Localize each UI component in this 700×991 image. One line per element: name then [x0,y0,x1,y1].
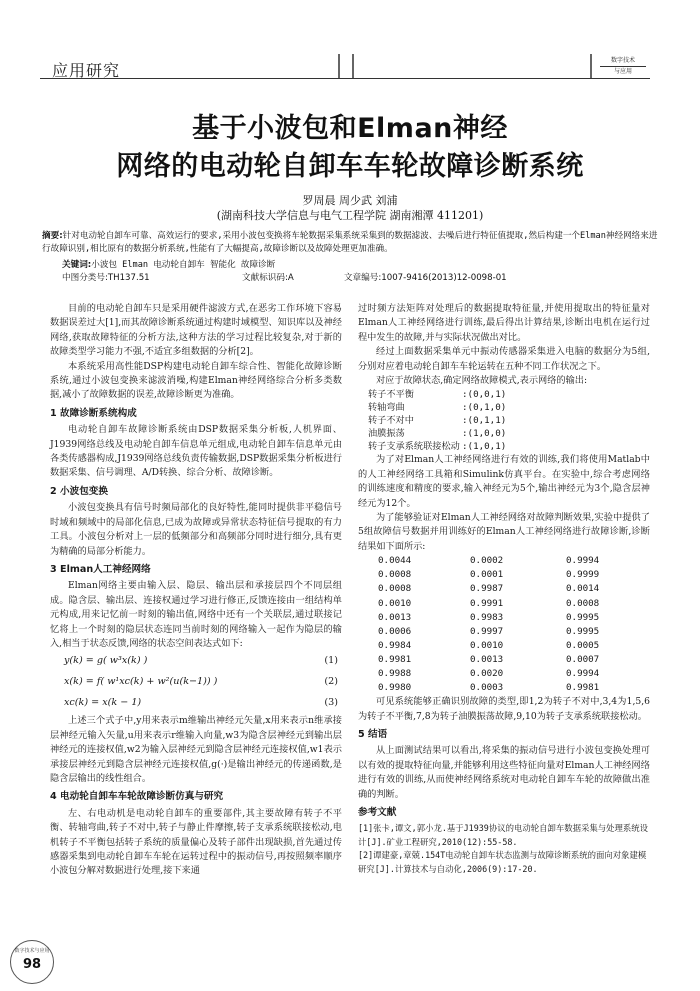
paragraph: 本系统采用高性能DSP构建电动轮自卸车综合性、智能化故障诊断系统,通过小波包变换来滤波消噪,构建Elman神经网络综合分析多类数据,减小了故障数据的误差,故障诊断更为准确。 [50,360,342,401]
result-cell: 0.9981 [378,653,412,665]
header-divider [338,54,340,78]
keywords [62,258,652,270]
left-column [50,302,342,879]
fault-state-row [358,388,650,401]
badge-text: 数字技术与应用 [14,948,50,954]
result-row [358,681,650,695]
equation-body: xc(k) = x(k − 1) [64,697,142,709]
result-cell: 0.0010 [378,597,412,609]
paragraph: 小波包变换具有信号时频局部化的良好特性,能同时提供非平稳信号时域和频域中的局部化信息,已成为故障或异常状态特征信号提取的有力工具。小波包分析对上一层的低频部分和高频部分同时进行细分,具有更为精确的局部分析能力。 [50,502,342,557]
result-cell: 0.9995 [566,625,600,637]
result-row [358,639,650,653]
fault-state-code: :(1,0,0) [462,428,507,440]
result-cell: 0.0013 [378,611,412,623]
result-cell: 0.0008 [378,569,412,581]
paragraph: 过时频方法矩阵对处理后的数据提取特征量,并使用提取出的特征量对Elman人工神经网络进行训练,最后得出计算结果,诊断出电机在运行过程中发生的故障,并与实际状况做出对比。 [358,303,650,343]
section-heading: 3 Elman人工神经网络 [50,563,151,575]
result-cell: 0.0007 [566,653,600,665]
section-heading: 2 小波包变换 [50,485,108,497]
result-cell: 0.0010 [470,639,504,651]
result-row [358,582,650,596]
fault-state-name: 转子不对中 [368,415,414,427]
result-cell: 0.9999 [566,569,600,581]
authors: 罗周晨 周少武 刘浦 [302,194,398,207]
keywords-text: 小波包 Elman 电动轮自卸车 智能化 故障诊断 [91,260,276,270]
logo-line-2: 与应用 [613,68,632,75]
result-row [358,625,650,639]
equation-body: y(k) = g( w³x(k) ) [64,655,148,667]
paragraph: 可见系统能够正确识别故障的类型,即1,2为转子不对中,3,4为1,5,6为转子不平衡,7,8为转子油膜振荡故障,9,10为转子支承系统联接松动。 [358,696,650,722]
clc-number: 中图分类号:TH137.51 [62,273,150,283]
references-heading: 参考文献 [358,807,397,819]
right-column [358,302,650,876]
result-cell: 0.9984 [378,639,412,651]
result-cell: 0.9983 [470,611,504,623]
paragraph: 对应于故障状态,确定网络故障模式,表示网络的输出: [376,375,588,387]
equation-body: x(k) = f( w¹xc(k) + w²(u(k−1)) ) [64,676,218,688]
journal-logo [600,56,646,80]
keywords-label: 关键词: [62,260,92,270]
fault-state-row [358,440,650,453]
paragraph: 左、右电动机是电动轮自卸车的重要部件,其主要故障有转子不平衡、转轴弯曲,转子不对中,转子与静止件摩擦,转子支承系统联接松动,电机转子不平衡包括转子系统的质量偏心及转子部件出现缺损,首先通过传感器采集到电动轮自卸车车轮在运转过程中的振动信号,再按照频率顺序小波包分解对数据进行处理,接下来通 [50,807,342,877]
affiliation: (湖南科技大学信息与电气工程学院 湖南湘潭 411201) [216,209,484,222]
result-cell: 0.9991 [470,597,504,609]
result-cell: 0.9997 [470,625,504,637]
section-heading: 5 结语 [358,729,388,741]
paragraph: 上述三个式子中,y用来表示m维输出神经元矢量,x用来表示n维承接层神经元输入矢量,u用来表示r维输入向量,w3为隐含层神经元到输出层神经元的连接权值,w2为输入层神经元到隐含层神经元连接权值,w1表示承接层神经元到隐含层神经元连接权值,g(·)是输出神经元的传递函数,是隐含层输出的线性组合。 [50,715,342,784]
paragraph: 为了对Elman人工神经网络进行有效的训练,我们将使用Matlab中的人工神经网络工具箱和Simulink仿真平台。在实验中,综合考虑网络的训练速度和精度的要求,输入神经元为5个,输出神经元为3个,隐含层神经元为12个。 [358,454,650,509]
result-cell: 0.0003 [470,682,504,694]
paper-title-line-1: 基于小波包和Elman神经 [192,113,508,144]
result-row [358,554,650,568]
page-number-badge [10,940,54,984]
fault-state-row [358,401,650,414]
result-cell: 0.9980 [378,682,412,694]
result-cell: 0.0001 [470,569,504,581]
result-cell: 0.9987 [470,583,504,595]
result-cell: 0.9994 [566,668,600,680]
equation-number: (3) [324,697,338,709]
header-divider [590,54,592,78]
fault-state-code: :(0,0,1) [462,389,507,401]
paragraph: 目前的电动轮自卸车只是采用硬件滤波方式,在恶劣工作环境下容易数据误差过大[1],而其故障诊断系统通过构建时域模型、知识库以及神经网络,获取故障特征的分析方法,这种方法的学习过程比较复杂,对于新的故障类型学习能力不强,不适宜多组数据的分析[2]。 [50,303,342,358]
fault-state-row [358,414,650,427]
paragraph: 经过上面数据采集单元中振动传感器采集进入电脑的数据分为5组,分别对应着电动轮自卸车车轮运转在五种不同工作状况之下。 [358,346,650,372]
fault-state-name: 转子不平衡 [368,389,414,401]
result-cell: 0.0002 [470,555,504,567]
result-cell: 0.0013 [470,653,504,665]
result-cell: 0.0008 [378,583,412,595]
page-number: 98 [22,957,42,972]
abstract-text: 针对电动轮自卸车可靠、高效运行的要求,采用小波包变换将车轮数据采集系统采集到的数据滤波、去噪后进行特征值提取,然后构建一个Elman神经网络来进行故障识别,相比原有的数据分析系统,性能有了大幅提高,故障诊断以及故障处理更加准确。 [42,231,658,254]
paragraph: 为了能够验证对Elman人工神经网络对故障判断效果,实验中提供了5组故障信号数据并用训练好的Elman人工神经网络进行故障诊断,诊断结果如下面所示: [358,512,650,552]
equation-number: (2) [324,676,338,688]
paragraph: Elman网络主要由输入层、隐层、输出层和承接层四个不同层组成。隐含层、输出层、连接权通过学习进行修正,反馈连接由一组结构单元构成,用来记忆前一时刻的输出值,网络中还有一个关联层,通过联接记忆将上一个时刻的隐层状态连同当前时刻的网络输入一起作为隐层的输入,相当于状态反馈,网络的状态空间表达式如下: [50,580,342,649]
fault-state-row [358,427,650,440]
section-heading: 4 电动轮自卸车车轮故障诊断仿真与研究 [50,791,224,803]
abstract [42,230,658,256]
paper-title-line-2: 网络的电动轮自卸车车轮故障诊断系统 [116,151,584,182]
equation-1 [50,651,342,672]
result-cell: 0.9995 [566,611,600,623]
fault-state-list [358,388,650,453]
fault-state-code: :(0,1,1) [462,415,507,427]
result-row [358,667,650,681]
header-rule [40,78,650,79]
paragraph: 从上面测试结果可以看出,将采集的振动信号进行小波包变换处理可以有效的提取特征向量,并能够利用这些特征向量对Elman人工神经网络进行有效的训练,从而使神经网络系统对电动轮自卸车车轮的故障做出准确的判断。 [358,745,650,800]
result-row [358,597,650,611]
result-cell: 0.9988 [378,668,412,680]
reference-item: [2]谭建豪,章兢.154T电动轮自卸车状态监测与故障诊断系统的面向对象建模研究[J].计算技术与自动化,2006(9):17-20. [358,850,647,874]
fault-state-code: :(0,1,0) [462,402,507,414]
result-cell: 0.0005 [566,639,600,651]
equation-number: (1) [324,655,338,667]
header-divider [352,54,354,78]
fault-state-name: 油膜振荡 [368,428,405,440]
result-row [358,568,650,582]
result-row [358,653,650,667]
result-row [358,611,650,625]
equation-3 [50,693,342,714]
fault-state-code: :(1,0,1) [462,441,507,453]
fault-state-name: 转子支承系统联接松动 [368,441,460,453]
result-cell: 0.0014 [566,583,600,595]
result-cell: 0.9994 [566,555,600,567]
result-cell: 0.9981 [566,682,600,694]
diagnosis-results-table [358,554,650,695]
reference-item: [1]张卡,谭文,郭小龙.基于J1939协议的电动轮自卸车数据采集与处理系统设计[J].矿业工程研究,2010(12):55-58. [358,823,648,847]
equation-2 [50,672,342,693]
result-cell: 0.0020 [470,668,504,680]
section-heading: 1 故障诊断系统构成 [50,407,137,419]
logo-line-1: 数字技术 [600,56,646,67]
fault-state-name: 转轴弯曲 [368,402,405,414]
result-cell: 0.0006 [378,625,412,637]
document-code: 文献标识码:A [242,273,294,283]
section-label: 应用研究 [52,61,121,80]
article-number: 文章编号:1007-9416(2013)12-0098-01 [344,273,507,283]
result-cell: 0.0044 [378,555,412,567]
paragraph: 电动轮自卸车故障诊断系统由DSP数据采集分析板,人机界面、J1939网络总线及电动轮自卸车信息单元组成,电动轮自卸车信息单元由各类传感器构成,J1939网络总线负责传输数据,DSP数据采集分析板进行数据采集、信号调理、A/D转换、综合分析、故障诊断。 [50,424,342,479]
result-cell: 0.0008 [566,597,600,609]
abstract-label: 摘要: [42,231,63,241]
